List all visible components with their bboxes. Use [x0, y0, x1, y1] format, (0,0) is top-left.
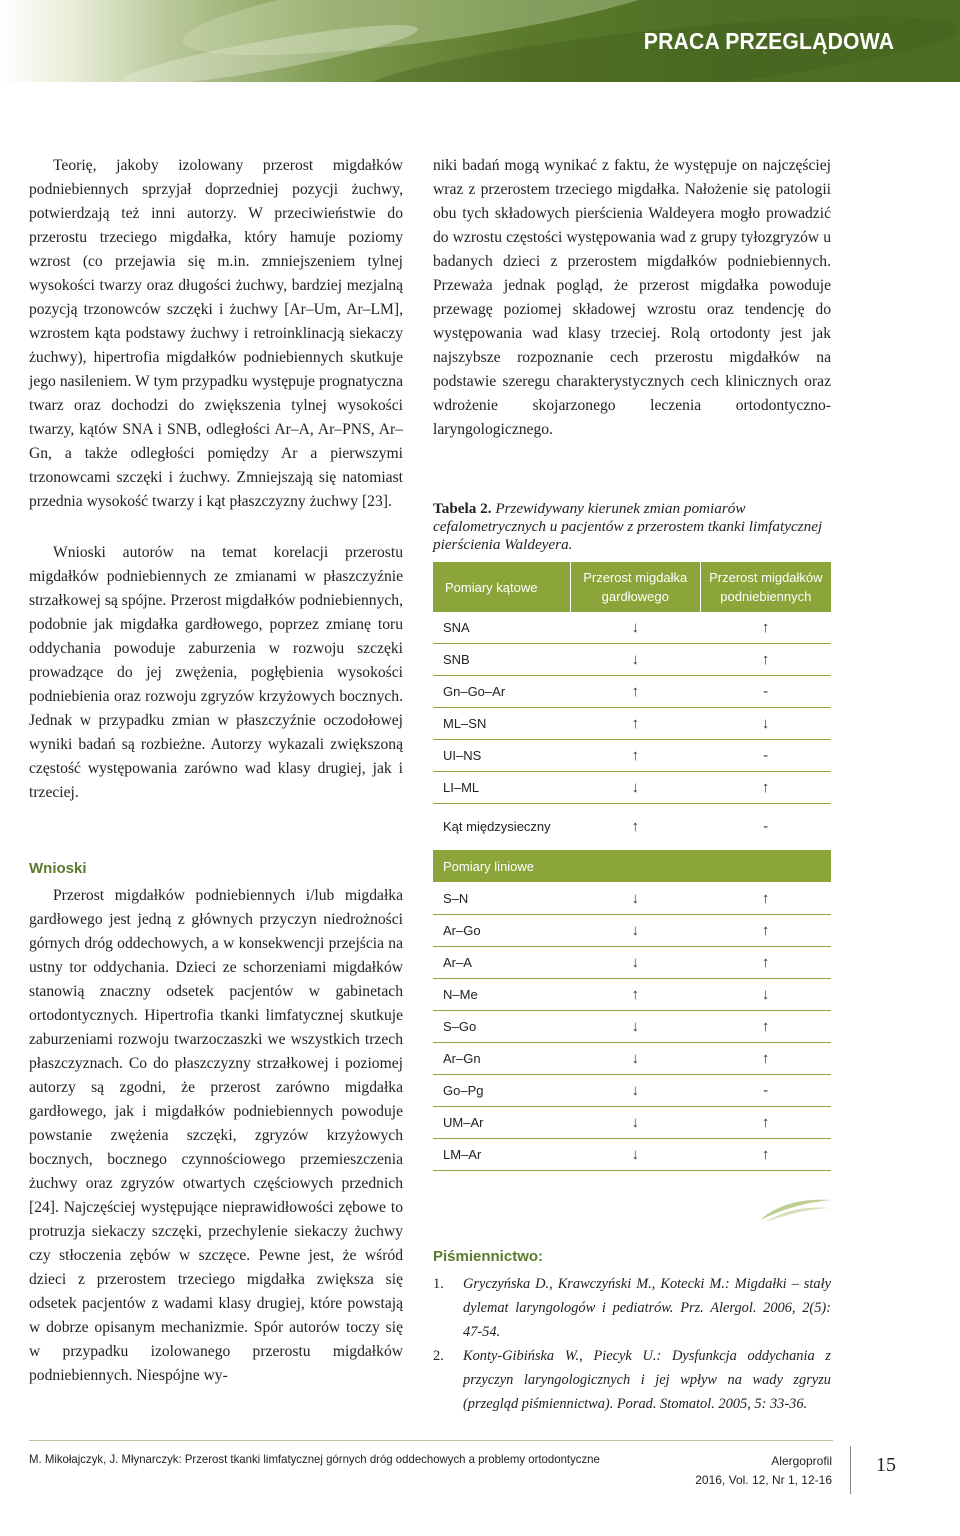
- linear-subheader: [433, 851, 831, 883]
- measurement-name: UI–NS: [433, 740, 570, 772]
- angular-rows: [433, 612, 831, 851]
- measurement-name: UM–Ar: [433, 1107, 570, 1139]
- measurement-name: Gn–Go–Ar: [433, 676, 570, 708]
- linear-rows: [433, 883, 831, 1171]
- palatine-direction: ↑: [700, 612, 831, 644]
- conclusions-heading: Wnioski: [29, 860, 87, 877]
- palatine-direction: ↑: [700, 1139, 831, 1171]
- header-pharyngeal: Przerost migdałka gardłowego: [570, 562, 700, 612]
- header-banner: [0, 0, 960, 82]
- table-row: [433, 644, 831, 676]
- table-row: [433, 772, 831, 804]
- table-caption: [433, 500, 833, 554]
- pharyngeal-direction: ↓: [570, 915, 700, 947]
- measurement-name: SNA: [433, 612, 570, 644]
- right-paragraph-1: niki badań mogą wynikać z faktu, że występuje on najczęściej wraz z przerostem trzeciego migdałka. Nałożenie się patologii obu tych składowych pierścienia Waldeyera mogło prowadzić do wzrostu częstości występowania wad z grupy tyłozgryzów u badanych dzieci z przerostem migdałków podniebiennych. Przeważa jednak pogląd, że przerost migdałka powoduje przewagę poziomej składowej wzrostu oraz tendencję do występowania wad klasy trzeciej. Rolą ortodonty jest jak najszybsze rozpoznanie cech przerostu migdałków na podstawie szeregu charakterystycznych cech klinicznych oraz wdrożenie skojarzonego leczenia ortodontyczno-laryngologicznego.: [433, 157, 831, 438]
- cephalometric-table: [433, 562, 831, 1171]
- reference-item: 1. Gryczyńska D., Krawczyński M., Kotecki M.: Migdałki – stały dylemat laryngologów i pediatrów. Prz. Alergol. 2006, 2(5): 47-54.: [433, 1276, 831, 1340]
- pharyngeal-direction: ↑: [570, 740, 700, 772]
- table-row: [433, 740, 831, 772]
- pharyngeal-direction: ↓: [570, 1011, 700, 1043]
- table-row: [433, 708, 831, 740]
- measurement-name: Ar–A: [433, 947, 570, 979]
- table-caption-text: Przewidywany kierunek zmian pomiarów cefalometrycznych u pacjentów z przerostem tkanki limfatycznej pierścienia Waldeyera.: [433, 500, 823, 553]
- section-label: PRACA PRZEGLĄDOWA: [643, 28, 894, 54]
- measurement-name: N–Me: [433, 979, 570, 1011]
- pharyngeal-direction: ↓: [570, 1043, 700, 1075]
- pharyngeal-direction: ↓: [570, 644, 700, 676]
- palatine-direction: ↑: [700, 915, 831, 947]
- journal-volume: 2016, Vol. 12, Nr 1, 12-16: [695, 1473, 832, 1487]
- left-paragraph-1: Teorię, jakoby izolowany przerost migdałków podniebiennych sprzyjał doprzedniej pozycji żuchwy, potwierdzają też inni autorzy. W przeciwieństwie do przerostu trzeciego migdałka, który hamuje poziomy wzrost (co przejawia się m.in. zmniejszeniem tylnej wysokości twarzy oraz długości żuchwy, bardziej mezjalną pozycją trzonowców szczęki i żuchwy [Ar–Um, Ar–LM], wzrostem kąta podstawy żuchwy i retroinklinacją siekaczy żuchwy), hipertrofia migdałków podniebiennych skutkuje jego nasileniem. W tym przypadku występuje prognatyczna twarz oraz dochodzi do zwiększenia tylnej wysokości twarzy, kątów SNA i SNB, odległości Ar–A, Ar–PNS, Ar–Gn, a także odległości pomiędzy Ar a pierwszymi trzonowcami szczęki i żuchwy. Zmniejszają się natomiast przednia wysokość twarzy i kąt płaszczyzny żuchwy [23].: [29, 157, 403, 510]
- pharyngeal-direction: ↓: [570, 1139, 700, 1171]
- table-label: Tabela 2.: [433, 500, 492, 517]
- palatine-direction: ↑: [700, 947, 831, 979]
- palatine-direction: ↓: [700, 708, 831, 740]
- left-paragraph-3: Przerost migdałków podniebiennych i/lub migdałka gardłowego jest jedną z głównych przyczyn niedrożności górnych dróg oddechowych, a w konsekwencji przejścia na ustny tor oddychania. Dzieci ze schorzeniami migdałków stanowią znaczny odsetek pacjentów w gabinetach ortodontycznych. Hipertrofia tkanki limfatycznej skutkuje zaburzeniami rozwoju twarzoczaszki we wszystkich trzech płaszczyznach. Co do płaszczyzny strzałkowej i poziomej autorzy są zgodni, że przerost zarówno migdałka gardłowego, jak i migdałków podniebiennych powoduje powstanie zwężenia szczęki, zgryzów krzyżowych bocznych, bocznego czynnościowego przemieszczenia żuchwy oraz zgryzów otwartych częściowych przednich [24]. Najczęściej występujące nieprawidłowości zębowe to protruzja siekaczy szczęki, przechylenie siekaczy żuchwy czy stłoczenia zębów w szczęce. Pewne jest, że wśród dzieci z przerostem trzeciego migdałka zwiększa się odsetek pacjentów z wadami klasy drugiej, które powstają w dobrze opisanym mechanizmie. Spór autorów toczy się w przypadku izolowanego przerostu migdałków podniebiennych. Niespójne wy-: [29, 887, 403, 1384]
- palatine-direction: -: [700, 740, 831, 772]
- measurement-name: Ar–Gn: [433, 1043, 570, 1075]
- pharyngeal-direction: ↓: [570, 772, 700, 804]
- pharyngeal-direction: ↓: [570, 947, 700, 979]
- references-heading: Piśmiennictwo:: [433, 1248, 544, 1265]
- table-row: [433, 883, 831, 915]
- pharyngeal-direction: ↓: [570, 612, 700, 644]
- palatine-direction: -: [700, 804, 831, 851]
- palatine-direction: ↑: [700, 1011, 831, 1043]
- palatine-direction: -: [700, 1075, 831, 1107]
- measurement-name: Kąt międzysieczny: [433, 804, 570, 851]
- pharyngeal-direction: ↑: [570, 708, 700, 740]
- linear-header-blank-2: [700, 851, 831, 883]
- measurement-name: LM–Ar: [433, 1139, 570, 1171]
- pharyngeal-direction: ↓: [570, 1075, 700, 1107]
- table-row: [433, 1043, 831, 1075]
- footer-divider: [850, 1446, 851, 1494]
- table-row: [433, 1011, 831, 1043]
- palatine-direction: ↑: [700, 1043, 831, 1075]
- measurement-name: ML–SN: [433, 708, 570, 740]
- pharyngeal-direction: ↓: [570, 883, 700, 915]
- linear-header-blank-1: [570, 851, 700, 883]
- palatine-direction: ↑: [700, 644, 831, 676]
- table-row: [433, 947, 831, 979]
- palatine-direction: ↑: [700, 883, 831, 915]
- measurement-name: Ar–Go: [433, 915, 570, 947]
- table-row: [433, 1139, 831, 1171]
- page-number: 15: [876, 1454, 896, 1476]
- decorative-swoosh-icon: [758, 1194, 834, 1224]
- table-row: [433, 612, 831, 644]
- table-row: [433, 979, 831, 1011]
- footer-journal: [695, 1452, 832, 1490]
- table-row: [433, 804, 831, 851]
- palatine-direction: ↑: [700, 1107, 831, 1139]
- table-row: [433, 676, 831, 708]
- measurement-name: SNB: [433, 644, 570, 676]
- journal-name: Alergoprofil: [771, 1454, 832, 1468]
- left-paragraph-2: Wnioski autorów na temat korelacji przerostu migdałków podniebiennych ze zmianami w płaszczyźnie strzałkowej są spójne. Przerost migdałków podniebiennych, podobnie jak migdałka gardłowego, poprzez zmianę toru oddychania powoduje zaburzenia w rozwoju szczęki prowadzące do jej zwężenia, pogłębienia wysokości podniebienia oraz rozwoju zgryzów krzyżowych bocznych. Jednak w przypadku zmian w płaszczyźnie oczodołowej wyniki badań są rozbieżne. Autorzy wykazali zwiększoną częstość występowania zarówno wad klasy drugiej, jak i trzeciej.: [29, 544, 403, 801]
- measurement-name: LI–ML: [433, 772, 570, 804]
- table-header-row: [433, 562, 831, 612]
- footer-rule: [29, 1440, 833, 1441]
- palatine-direction: ↑: [700, 772, 831, 804]
- header-palatine: Przerost migdałków podniebiennych: [700, 562, 831, 612]
- table-row: [433, 1107, 831, 1139]
- pharyngeal-direction: ↓: [570, 1107, 700, 1139]
- pharyngeal-direction: ↑: [570, 676, 700, 708]
- references-list: [433, 1272, 831, 1416]
- linear-header-cell: Pomiary liniowe: [433, 851, 570, 883]
- pharyngeal-direction: ↑: [570, 804, 700, 851]
- table-row: [433, 1075, 831, 1107]
- pharyngeal-direction: ↑: [570, 979, 700, 1011]
- table-row: [433, 915, 831, 947]
- reference-item: 2. Konty-Gibińska W., Piecyk U.: Dysfunkcja oddychania z przyczyn laryngologicznych i jej wpływ na wady zgryzu (przegląd piśmiennictwa). Porad. Stomatol. 2005, 5: 33-36.: [433, 1348, 831, 1412]
- measurement-name: S–N: [433, 883, 570, 915]
- measurement-name: Go–Pg: [433, 1075, 570, 1107]
- measurement-name: S–Go: [433, 1011, 570, 1043]
- palatine-direction: ↓: [700, 979, 831, 1011]
- footer-authors-title: M. Mikołajczyk, J. Młynarczyk: Przerost tkanki limfatycznej górnych dróg oddechowych a problemy ortodontyczne: [29, 1452, 600, 1466]
- palatine-direction: -: [700, 676, 831, 708]
- header-angular: Pomiary kątowe: [433, 562, 570, 612]
